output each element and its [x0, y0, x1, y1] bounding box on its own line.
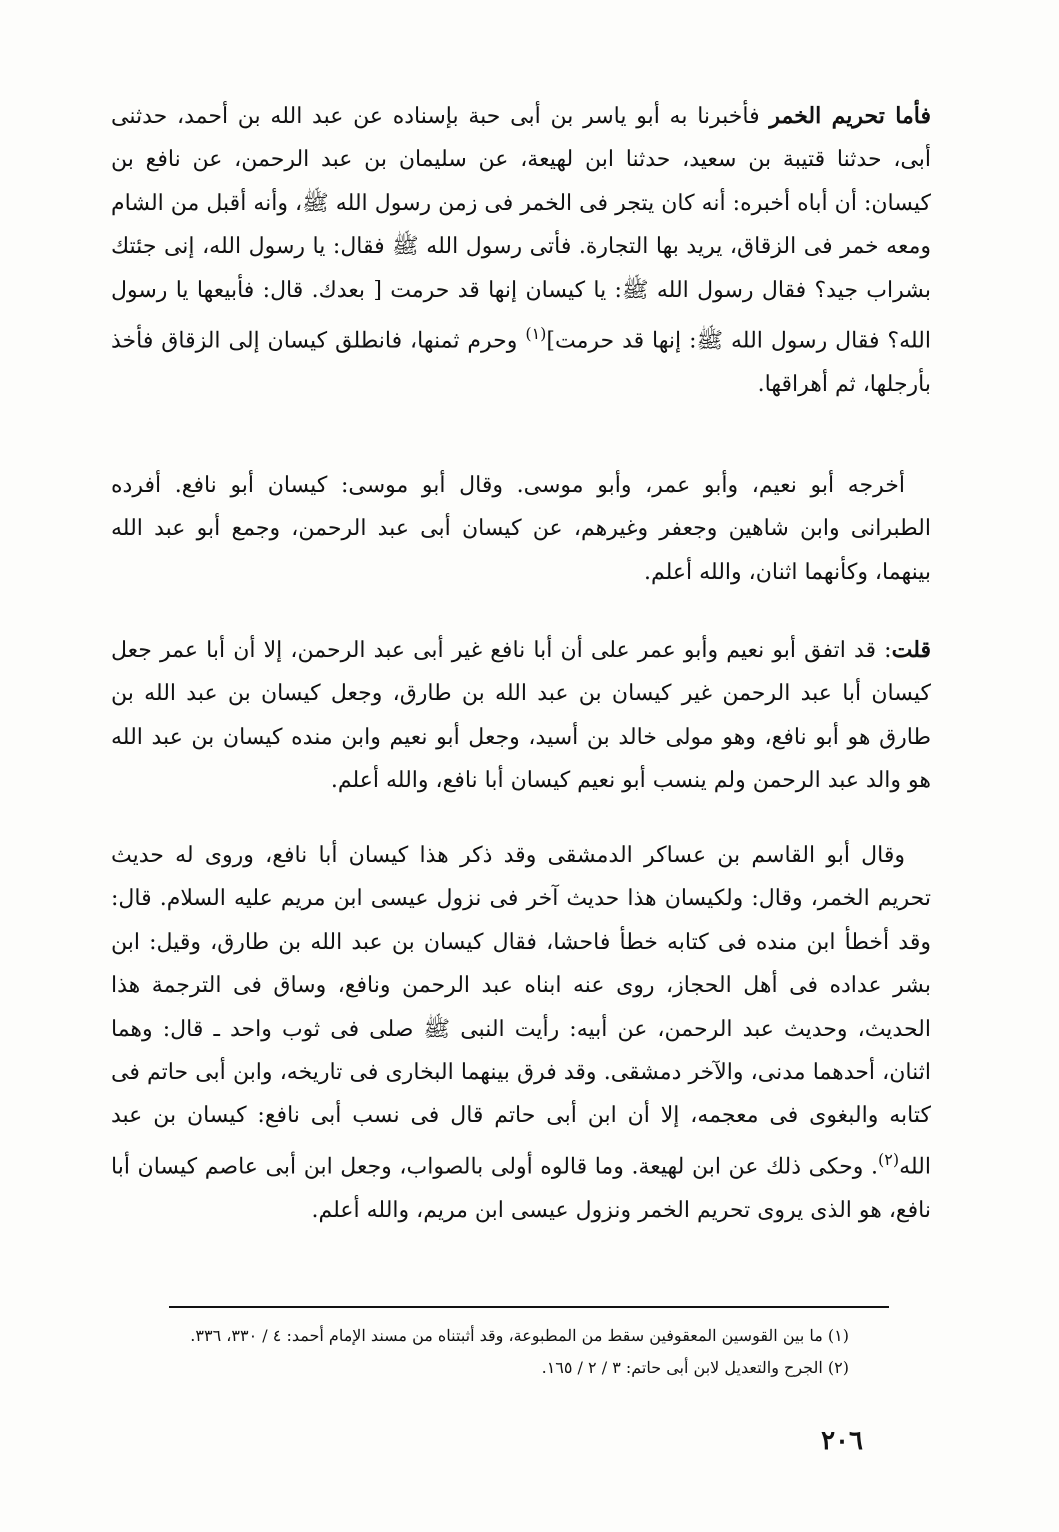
main-text: [111, 629, 931, 803]
paragraph-takhrij: [111, 464, 931, 594]
paragraph-lead: قلت: [891, 637, 931, 663]
paragraph-note: [111, 629, 931, 803]
main-text: [111, 95, 931, 406]
footnote-mark: (٢): [878, 1149, 900, 1169]
page-number: ٢٠٦: [821, 1426, 863, 1456]
paragraph-text: أخرجه أبو نعيم، وأبو عمر، وأبو موسى. وقال أبو موسى: كيسان أبو نافع. أفرده الطبرانى وابن شاهين وجعفر وغيرهم، عن كيسان أبى عبد الرحمن، وجمع أبو عبد الله بينهما، وكأنهما اثنان، والله أعلم.: [111, 473, 931, 585]
footnote-item: (٢) الجرح والتعديل لابن أبى حاتم: ٣ / ٢ / ١٦٥.: [541, 1358, 849, 1377]
main-text: [111, 834, 931, 1232]
paragraph-text: : قد اتفق أبو نعيم وأبو عمر على أن أبا نافع غير أبى عبد الرحمن، إلا أن أبا عمر جعل كيسان أبا عبد الرحمن غير كيسان بن عبد الله بن طارق، وجعل كيسان بن عبد الله بن طارق هو أبو نافع، وهو مولى خالد بن أسيد، وجعل أبو نعيم وابن منده كيسان بن عبد الله هو والد عبد الرحمن ولم ينسب أبو نعيم كيسان أبا نافع، والله أعلم.: [111, 638, 931, 794]
paragraph-text: وقال أبو القاسم بن عساكر الدمشقى وقد ذكر هذا كيسان أبا نافع، وروى له حديث تحريم الخمر، وقال: ولكيسان هذا حديث آخر فى نزول عيسى ابن مريم عليه السلام. قال: وقد أخطأ ابن منده فى كتابه خطأ فاحشا، فقال كيسان بن عبد الله بن طارق، وقيل: ابن بشر عداده فى أهل الحجاز، روى عنه ابناه عبد الرحمن ونافع، وساق فى الترجمة هذا الحديث، وحديث عبد الرحمن، عن أبيه: رأيت النبى ﷺ صلى فى ثوب واحد ـ قال: وهما اثنان، أحدهما مدنى، والآخر دمشقى. وقد فرق بينهما البخارى فى تاريخه، وابن أبى حاتم فى كتابه والبغوى فى معجمه، إلا أن ابن أبى حاتم قال فى نسب أبى نافع: كيسان بن عبد الله: [111, 843, 931, 1180]
main-text: [111, 464, 931, 594]
paragraph-ibn-asakir: [111, 834, 931, 1232]
footnote-mark: (١): [525, 324, 547, 344]
footnote-divider: [169, 1306, 889, 1308]
paragraph-tail: . وحكى ذلك عن ابن لهيعة. وما قالوه أولى بالصواب، وجعل ابن أبى عاصم كيسان أبا نافع، هو الذى يروى تحريم الخمر ونزول عيسى ابن مريم، والله أعلم.: [111, 1154, 931, 1223]
paragraph-text: فأخبرنا به أبو ياسر بن أبى حبة بإسناده عن عبد الله بن أحمد، حدثنى أبى، حدثنا قتيبة بن سعيد، حدثنا ابن لهيعة، عن سليمان بن عبد الرحمن، عن نافع بن كيسان: أن أباه أخبره: أنه كان يتجر فى الخمر فى زمن رسول الله ﷺ، وأنه أقبل من الشام ومعه خمر فى الزقاق، يريد بها التجارة. فأتى رسول الله ﷺ فقال: يا رسول الله، إنى جئتك بشراب جيد؟ فقال رسول الله ﷺ: يا كيسان إنها قد حرمت [ بعدك. قال: فأبيعها يا رسول الله؟ فقال رسول الله ﷺ: إنها قد حرمت]: [111, 104, 931, 354]
paragraph-hadith: [111, 95, 931, 406]
paragraph-tail: وحرم ثمنها، فانطلق كيسان إلى الزقاق فأخذ بأرجلها، ثم أهراقها.: [111, 328, 931, 397]
footnotes: [159, 1320, 849, 1384]
paragraph-lead: فأما تحريم الخمر: [769, 103, 931, 129]
footnote-item: (١) ما بين القوسين المعقوفين سقط من المطبوعة، وقد أثبتناه من مسند الإمام أحمد: ٤ / ٣٣٠، ٣٣٦.: [190, 1326, 849, 1345]
